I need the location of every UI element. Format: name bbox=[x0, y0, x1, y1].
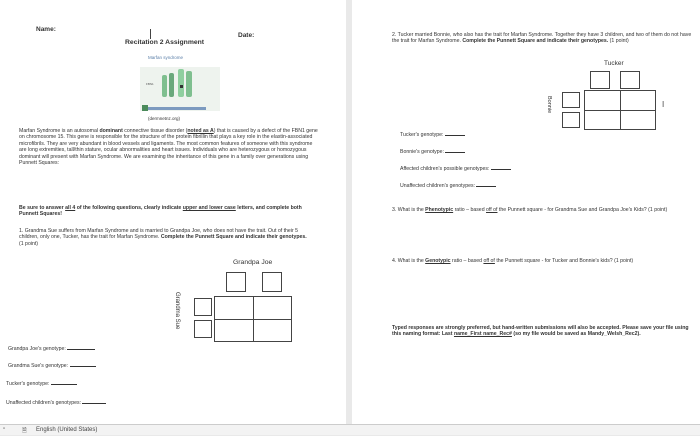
answer2-unaffected-label: Unaffected children's genotypes: bbox=[400, 183, 476, 189]
q4-genotypic: Genotypic bbox=[425, 258, 451, 264]
answer2-tucker bbox=[400, 132, 465, 138]
grandma-label: Grandma Sue bbox=[174, 292, 180, 330]
page-left bbox=[0, 0, 346, 424]
instructions-text-2: of the following questions, clearly indicate bbox=[75, 205, 183, 211]
punnett-square-1[interactable] bbox=[214, 296, 292, 342]
answer-tucker bbox=[6, 381, 77, 387]
answer-unaffected-label: Unaffected children's genotypes: bbox=[6, 400, 82, 406]
answer2-bonnie-label: Bonnie's genotype: bbox=[400, 149, 444, 155]
note-text-1: Typed responses are strongly preferred, but hand-written submissions will also be accepted. Please save your file using this naming format: Last bbox=[392, 325, 689, 338]
q4-text-1: 4. What is the bbox=[392, 258, 426, 264]
question-4 bbox=[392, 258, 692, 264]
q3-text-2: ratio – based bbox=[453, 207, 487, 213]
q4-text-2: ratio – based bbox=[450, 258, 484, 264]
question-1 bbox=[19, 228, 309, 247]
instructions bbox=[19, 205, 319, 218]
answer2-affected-blank[interactable] bbox=[491, 169, 511, 170]
image-caption: Marfan syndrome bbox=[148, 55, 184, 60]
grandpa-allele-1[interactable] bbox=[226, 272, 246, 292]
answer2-tucker-label: Tucker's genotype: bbox=[400, 132, 444, 138]
page-icon: ▫ bbox=[3, 426, 6, 432]
spellcheck-icon[interactable]: 🗎 bbox=[22, 428, 27, 434]
question-2 bbox=[392, 32, 692, 45]
instructions-all4: all 4 bbox=[65, 205, 76, 211]
intro-text-3: ) that is caused by a defect of the FBN1 gene on chromosome 15. This gene is responsible for the structure of the protein fibrillin that plays a key role in the elastin-associated microfibrils. They are very abundant in blood vessels and ligaments. The most common features of someone with this syndrome are long extremities, tall/thin stature, ocular abnormalities and heart issues. Individuals who are heterozygous or homozygous dominant will present with Marfan Syndrome. We are examining the inheritance of this gene in a family over generations using Punnett Squares: bbox=[19, 128, 318, 167]
answer2-affected bbox=[400, 166, 511, 172]
note-text-2: (so my file would be saved as Mandy_Welsh_Rec2). bbox=[511, 331, 641, 338]
q4-text-3: the Punnett square - for Tucker and Bonnie's kids? (1 point) bbox=[494, 258, 634, 264]
date-label: Date: bbox=[238, 32, 255, 39]
grandpa-allele-2[interactable] bbox=[262, 272, 282, 292]
q3-text-3: the Punnett square - for Grandma Sue and Grandpa Joe's Kids? (1 point) bbox=[497, 207, 668, 213]
q2-points: (1 point) bbox=[608, 38, 629, 45]
bonnie-allele-2[interactable] bbox=[562, 112, 580, 128]
grandma-allele-2[interactable] bbox=[194, 320, 212, 338]
question-3 bbox=[392, 207, 692, 213]
tucker-label: Tucker bbox=[604, 60, 624, 67]
instructions-case: upper and lower case bbox=[182, 205, 236, 211]
q4-off-of: off of bbox=[483, 258, 495, 264]
submission-note bbox=[392, 325, 692, 338]
image-credit: (dermnetnz.org) bbox=[148, 116, 181, 121]
page-title: Recitation 2 Assignment bbox=[125, 39, 205, 46]
answer-grandma-label: Grandma Sue's genotype: bbox=[8, 363, 69, 369]
punnett-square-2[interactable] bbox=[584, 90, 656, 130]
answer2-bonnie bbox=[400, 149, 465, 155]
intro-text-2: connective tissue disorder ( bbox=[122, 128, 188, 134]
answer2-affected-label: Affected children's possible genotypes: bbox=[400, 166, 490, 172]
grandpa-label: Grandpa Joe bbox=[233, 259, 273, 266]
status-bar bbox=[0, 424, 700, 435]
svg-text:FBN1: FBN1 bbox=[146, 82, 154, 86]
name-label: Name: bbox=[36, 26, 56, 33]
tucker-allele-2[interactable] bbox=[620, 71, 640, 89]
answer2-unaffected-blank[interactable] bbox=[476, 186, 496, 187]
instructions-text-1: Be sure to answer bbox=[19, 205, 66, 211]
answer-grandma-blank[interactable] bbox=[70, 366, 96, 367]
instructions-text-3: letters, and complete both Punnett Squares! bbox=[19, 205, 302, 218]
chromosome-illustration bbox=[140, 61, 220, 123]
q3-off-of: off of bbox=[486, 207, 498, 213]
answer-grandpa bbox=[8, 346, 95, 352]
q1-points: (1 point) bbox=[19, 240, 39, 247]
intro-dominant: dominant bbox=[99, 128, 123, 134]
answer-unaffected-blank[interactable] bbox=[82, 403, 106, 404]
intro-paragraph bbox=[19, 128, 319, 166]
answer-grandpa-blank[interactable] bbox=[67, 349, 95, 350]
language-indicator[interactable]: English (United States) bbox=[36, 426, 98, 433]
tucker-allele-1[interactable] bbox=[590, 71, 610, 89]
intro-noted-as: noted as A bbox=[187, 128, 214, 134]
page-right bbox=[352, 0, 700, 424]
bonnie-label: Bonnie bbox=[546, 96, 552, 114]
answer2-tucker-blank[interactable] bbox=[445, 135, 465, 136]
answer-grandma bbox=[8, 363, 96, 369]
answer-tucker-blank[interactable] bbox=[51, 384, 77, 385]
grandma-allele-1[interactable] bbox=[194, 298, 212, 316]
note-naming: name_First name_Rec# bbox=[453, 331, 512, 338]
answer2-bonnie-blank[interactable] bbox=[445, 152, 465, 153]
q2-bold: Complete the Punnett Square and indicate their genotypes. bbox=[462, 38, 609, 45]
q3-phenotypic: Phenotypic bbox=[425, 207, 454, 213]
bonnie-allele-1[interactable] bbox=[562, 92, 580, 108]
karyotype-image bbox=[140, 55, 220, 117]
answer-unaffected bbox=[6, 400, 106, 406]
answer-tucker-label: Tucker's genotype: bbox=[6, 381, 50, 387]
answer-grandpa-label: Grandpa Joe's genotype: bbox=[8, 346, 66, 352]
cursor-mark bbox=[150, 29, 151, 39]
text-cursor-icon: I bbox=[662, 100, 665, 109]
q1-bold: Complete the Punnett Square and indicate their genotypes. bbox=[160, 234, 307, 241]
q1-text: 1. Grandma Sue suffers from Marfan Syndrome and is married to Grandpa Joe, who does not have the trait. Out of their 5 children, only one, Tucker, has the trait for Marfan Syndrome. bbox=[19, 228, 299, 241]
q2-text: 2. Tucker married Bonnie, who also has the trait for Marfan Syndrome. Together they have 3 children, and two of them do not have the trait for Marfan Syndrome. bbox=[392, 32, 692, 45]
answer2-unaffected bbox=[400, 183, 496, 189]
intro-text-1: Marfan Syndrome is an autosomal bbox=[19, 128, 100, 134]
q3-text-1: 3. What is the bbox=[392, 207, 426, 213]
